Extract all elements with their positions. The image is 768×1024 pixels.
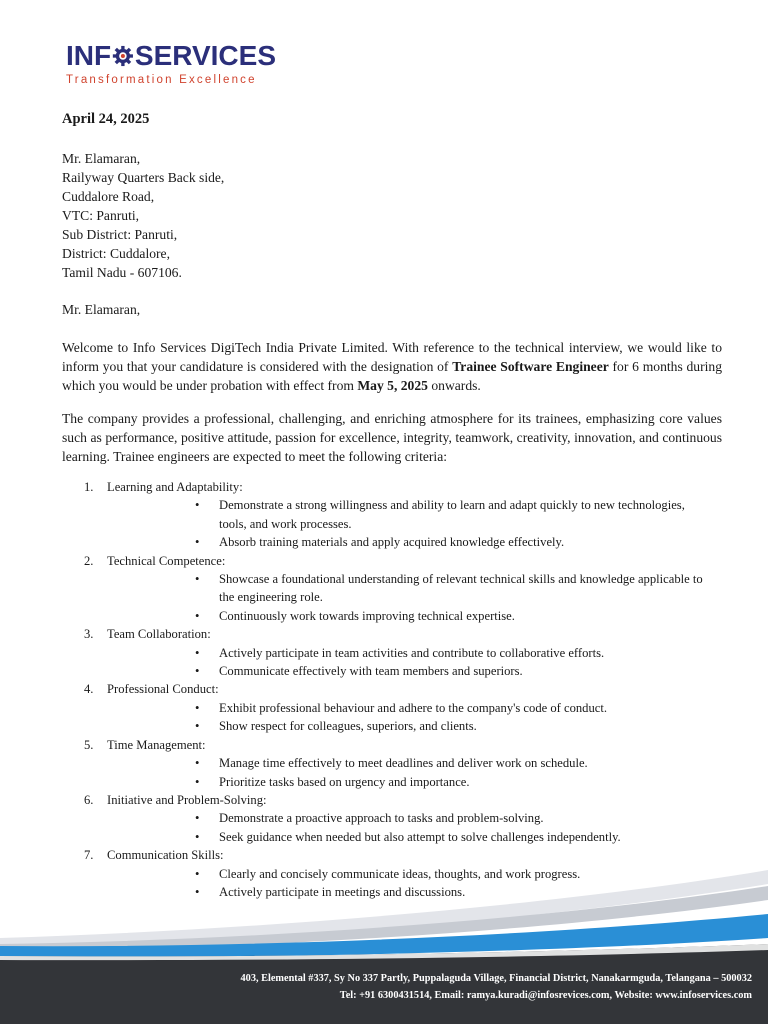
address-line: Railyway Quarters Back side, <box>62 170 225 185</box>
criteria-bullet-item <box>107 699 722 717</box>
designation: Trainee Software Engineer <box>452 359 609 374</box>
footer-contact: Tel: +91 6300431514, Email: ramya.kuradi@infosrevices.com, Website: www.infoservices.com <box>339 990 752 1001</box>
criteria-item <box>62 478 722 552</box>
criteria-number: 2. <box>84 553 94 568</box>
bullet-text: Showcase a foundational understanding of relevant technical skills and knowledge applicable to the engineering role. <box>219 572 703 605</box>
criteria-number: 4. <box>84 682 94 697</box>
address-line: VTC: Panruti, <box>62 208 140 223</box>
logo-wordmark <box>66 40 276 72</box>
address-line: District: Cuddalore, <box>62 246 170 261</box>
criteria-title: Team Collaboration: <box>107 627 211 642</box>
criteria-number: 1. <box>84 480 94 494</box>
criteria-sublist <box>107 754 722 791</box>
intro-paragraph <box>62 338 722 395</box>
recipient-address <box>62 149 722 282</box>
bullet-icon: • <box>195 756 200 771</box>
criteria-item <box>62 552 722 626</box>
bullet-icon: • <box>195 645 200 660</box>
criteria-number: 5. <box>84 737 94 752</box>
bullet-text: Demonstrate a strong willingness and ability to learn and adapt quickly to new technologies, tools, and work processes. <box>219 498 685 531</box>
criteria-title: Communication Skills: <box>107 848 224 863</box>
criteria-title: Technical Competence: <box>107 553 226 568</box>
bullet-text: Manage time effectively to meet deadlines and deliver work on schedule. <box>219 756 588 771</box>
criteria-title: Professional Conduct: <box>107 682 219 697</box>
footer-text <box>241 970 752 1004</box>
criteria-bullet-item <box>107 662 722 680</box>
criteria-bullet-item <box>107 570 722 607</box>
salutation: Mr. Elamaran, <box>62 302 141 317</box>
criteria-bullet-item <box>107 644 722 662</box>
criteria-bullet-item <box>107 773 722 791</box>
criteria-bullet-item <box>107 717 722 735</box>
bullet-icon: • <box>195 719 200 734</box>
bullet-icon: • <box>195 572 200 587</box>
bullet-icon: • <box>195 498 200 513</box>
bullet-icon: • <box>195 535 200 550</box>
footer-address: 403, Elemental #337, Sy No 337 Partly, Puppalaguda Village, Financial District, Nanakarmguda, Telangana – 500032 <box>240 973 752 984</box>
criteria-sublist <box>107 809 722 846</box>
bullet-text: Actively participate in meetings and discussions. <box>219 884 466 899</box>
criteria-item <box>62 625 722 680</box>
logo-word-left: INF <box>66 40 112 71</box>
criteria-item <box>62 791 722 846</box>
criteria-title: Initiative and Problem-Solving: <box>107 792 267 807</box>
criteria-bullet-item <box>107 828 722 846</box>
bullet-icon: • <box>195 811 200 826</box>
criteria-sublist <box>107 699 722 736</box>
bullet-text: Exhibit professional behaviour and adhere to the company's code of conduct. <box>219 700 608 715</box>
values-paragraph: The company provides a professional, challenging, and enriching atmosphere for its trainees, emphasizing core values such as performance, positive attitude, passion for excellence, integrity, teamwork, creativity, innovation, and continuous learning. Trainee engineers are expected to meet the following criteria: <box>62 411 722 464</box>
criteria-number: 7. <box>84 848 94 863</box>
address-line: Cuddalore Road, <box>62 189 155 204</box>
criteria-bullet-item <box>107 754 722 772</box>
bullet-icon: • <box>195 608 200 623</box>
criteria-sublist <box>107 496 722 551</box>
bullet-text: Clearly and concisely communicate ideas, thoughts, and work progress. <box>219 866 581 881</box>
bullet-text: Show respect for colleagues, superiors, and clients. <box>219 719 477 734</box>
criteria-item <box>62 736 722 791</box>
criteria-bullet-item <box>107 607 722 625</box>
logo-word-right: SERVICES <box>134 40 276 71</box>
criteria-title: Time Management: <box>107 737 206 752</box>
bullet-text: Prioritize tasks based on urgency and importance. <box>219 774 470 789</box>
criteria-number: 3. <box>84 627 94 642</box>
address-line: Sub District: Panruti, <box>62 227 178 242</box>
bullet-text: Actively participate in team activities and contribute to collaborative efforts. <box>219 645 605 660</box>
criteria-bullet-item <box>107 809 722 827</box>
criteria-number: 6. <box>84 792 94 807</box>
logo-tagline: Transformation Excellence <box>66 74 257 86</box>
criteria-bullet-item <box>107 533 722 551</box>
bullet-icon: • <box>195 829 200 844</box>
bullet-text: Absorb training materials and apply acquired knowledge effectively. <box>219 535 565 550</box>
criteria-title: Learning and Adaptability: <box>107 480 243 494</box>
bullet-text: Communicate effectively with team members and superiors. <box>219 664 523 679</box>
criteria-item <box>62 680 722 735</box>
intro-text-2: for 6 months during which you would be under probation with effect from <box>62 359 722 393</box>
criteria-sublist <box>107 644 722 681</box>
address-line: Mr. Elamaran, <box>62 151 141 166</box>
bullet-icon: • <box>195 866 200 881</box>
criteria-sublist <box>107 570 722 625</box>
bullet-text: Demonstrate a proactive approach to tasks and problem-solving. <box>219 811 544 826</box>
criteria-list <box>62 478 722 901</box>
letter-body <box>62 110 722 901</box>
bullet-icon: • <box>195 884 200 899</box>
bullet-icon: • <box>195 774 200 789</box>
gear-icon <box>112 43 134 69</box>
bullet-text: Seek guidance when needed but also attempt to solve challenges independently. <box>219 829 621 844</box>
intro-text-1: Welcome to Info Services DigiTech India Private Limited. With reference to the technical interview, we would like to inform you that your candidature is considered with the designation of <box>62 340 722 374</box>
bullet-text: Continuously work towards improving technical expertise. <box>219 608 515 623</box>
letter-date: April 24, 2025 <box>62 111 150 127</box>
intro-text-3: onwards. <box>427 378 481 393</box>
address-line: Tamil Nadu - 607106. <box>62 265 182 280</box>
start-date: May 5, 2025 <box>357 378 428 393</box>
criteria-bullet-item <box>107 496 722 533</box>
company-logo <box>66 40 276 95</box>
bullet-icon: • <box>195 664 200 679</box>
bullet-icon: • <box>195 700 200 715</box>
